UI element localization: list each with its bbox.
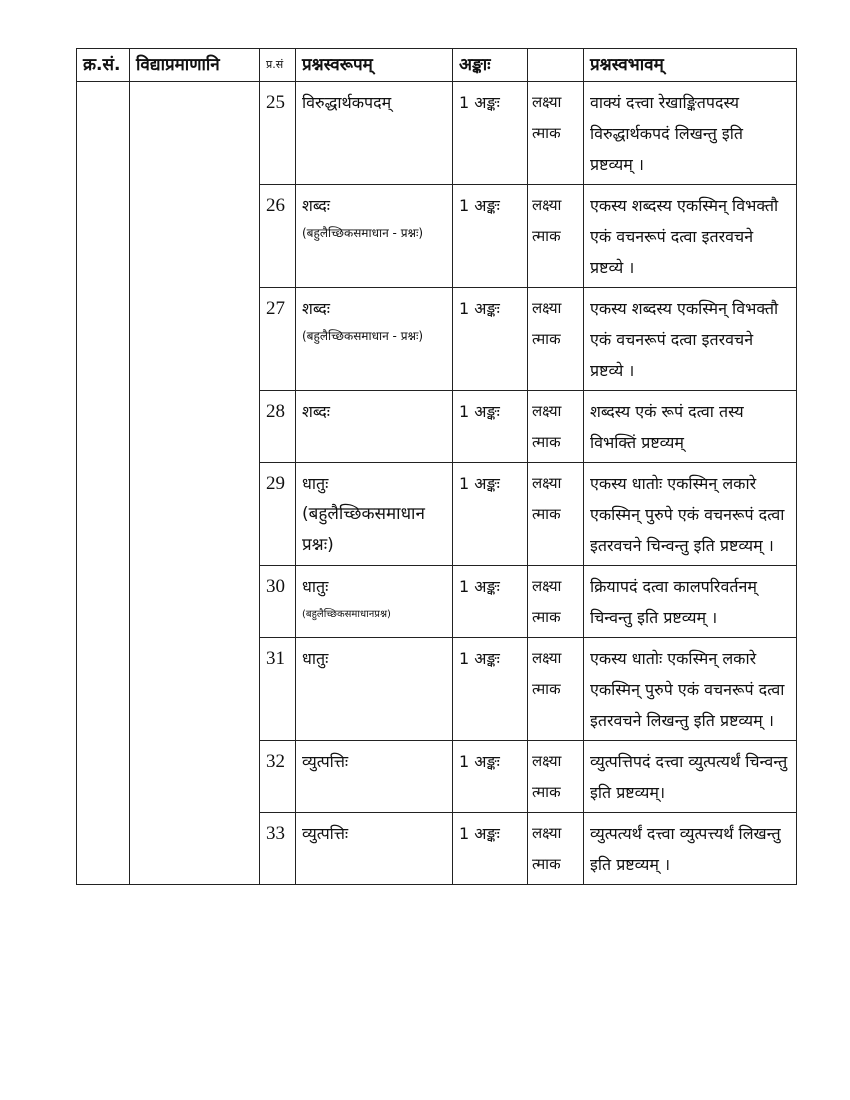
question-pattern-table <box>76 48 797 885</box>
marks: 1 अङ्कः <box>453 741 528 813</box>
header-question-type: प्रश्नस्वरूपम् <box>296 49 453 82</box>
question-nature: व्युत्पत्तिपदं दत्त्वा व्युत्पत्यर्थं चिन्वन्तु इति प्रष्टव्यम्। <box>584 741 797 813</box>
question-type-cell <box>296 638 453 741</box>
marks: 1 अङ्कः <box>453 391 528 463</box>
question-type: धातुः <box>302 474 329 493</box>
question-style: लक्ष्या त्माक <box>528 566 584 638</box>
question-number: 29 <box>260 463 296 566</box>
header-question-nature: प्रश्नस्वभावम् <box>584 49 797 82</box>
question-style: लक्ष्या त्माक <box>528 185 584 288</box>
question-type-cell <box>296 185 453 288</box>
question-number: 27 <box>260 288 296 391</box>
marks: 1 अङ्कः <box>453 82 528 185</box>
marks: 1 अङ्कः <box>453 813 528 885</box>
learning-outcome-cell <box>130 82 260 885</box>
question-nature: एकस्य धातोः एकस्मिन् लकारे एकस्मिन् पुरुपे एकं वचनरूपं दत्वा इतरवचने लिखन्तु इति प्रष्टव्यम् । <box>584 638 797 741</box>
question-nature: वाक्यं दत्त्वा रेखाङ्कितपदस्य विरुद्धार्थकपदं लिखन्तु इति प्रष्टव्यम् । <box>584 82 797 185</box>
question-type-note: (बहुलैच्छिकसमाधान - प्रश्नः) <box>302 329 424 343</box>
question-type: व्युत्पत्तिः <box>302 824 349 843</box>
question-style: लक्ष्या त्माक <box>528 288 584 391</box>
question-number: 26 <box>260 185 296 288</box>
question-type-note: (बहुलैच्छिकसमाधान - प्रश्नः) <box>302 226 424 240</box>
question-type: शब्दः <box>302 196 330 215</box>
marks: 1 अङ्कः <box>453 288 528 391</box>
question-type: शब्दः <box>302 402 330 421</box>
marks: 1 अङ्कः <box>453 185 528 288</box>
question-type-cell <box>296 463 453 566</box>
question-style: लक्ष्या त्माक <box>528 638 584 741</box>
question-type-cell <box>296 566 453 638</box>
question-type: व्युत्पत्तिः <box>302 752 349 771</box>
marks: 1 अङ्कः <box>453 566 528 638</box>
serial-cell <box>77 82 130 885</box>
question-number: 25 <box>260 82 296 185</box>
question-type-cell <box>296 813 453 885</box>
question-type: शब्दः <box>302 299 330 318</box>
question-number: 31 <box>260 638 296 741</box>
question-style: लक्ष्या त्माक <box>528 741 584 813</box>
question-type-cell <box>296 82 453 185</box>
question-type-note: (बहुलैच्छिकसमाधानप्रश्न) <box>302 609 391 620</box>
header-learning-outcomes: विद्याप्रमाणानि <box>130 49 260 82</box>
question-style: लक्ष्या त्माक <box>528 463 584 566</box>
question-type-note: (बहुलैच्छिकसमाधान प्रश्नः) <box>302 504 425 555</box>
marks: 1 अङ्कः <box>453 463 528 566</box>
header-question-number: प्र.सं <box>260 49 296 82</box>
header-row <box>77 49 797 82</box>
question-style: लक्ष्या त्माक <box>528 813 584 885</box>
question-type: धातुः <box>302 577 329 596</box>
question-number: 28 <box>260 391 296 463</box>
question-style: लक्ष्या त्माक <box>528 82 584 185</box>
question-type: विरुद्धार्थकपदम् <box>302 93 392 112</box>
header-style <box>528 49 584 82</box>
question-number: 30 <box>260 566 296 638</box>
question-nature: एकस्य शब्दस्य एकस्मिन् विभक्तौ एकं वचनरूपं दत्वा इतरवचने प्रष्टव्ये । <box>584 288 797 391</box>
question-nature: एकस्य धातोः एकस्मिन् लकारे एकस्मिन् पुरुपे एकं वचनरूपं दत्वा इतरवचने चिन्वन्तु इति प्रष्टव्यम् । <box>584 463 797 566</box>
header-marks: अङ्काः <box>453 49 528 82</box>
question-number: 32 <box>260 741 296 813</box>
question-type-cell <box>296 741 453 813</box>
question-type-cell <box>296 288 453 391</box>
question-nature: एकस्य शब्दस्य एकस्मिन् विभक्तौ एकं वचनरूपं दत्वा इतरवचने प्रष्टव्ये । <box>584 185 797 288</box>
table-body <box>77 82 797 885</box>
table-row <box>77 82 797 185</box>
question-nature: शब्दस्य एकं रूपं दत्वा तस्य विभक्तिं प्रष्टव्यम् <box>584 391 797 463</box>
question-type: धातुः <box>302 649 329 668</box>
question-style: लक्ष्या त्माक <box>528 391 584 463</box>
question-number: 33 <box>260 813 296 885</box>
question-type-cell <box>296 391 453 463</box>
header-serial: क्र.सं. <box>77 49 130 82</box>
question-nature: क्रियापदं दत्वा कालपरिवर्तनम् चिन्वन्तु इति प्रष्टव्यम् । <box>584 566 797 638</box>
question-nature: व्युत्पत्यर्थं दत्त्वा व्युत्पत्त्यर्थं लिखन्तु इति प्रष्टव्यम् । <box>584 813 797 885</box>
marks: 1 अङ्कः <box>453 638 528 741</box>
